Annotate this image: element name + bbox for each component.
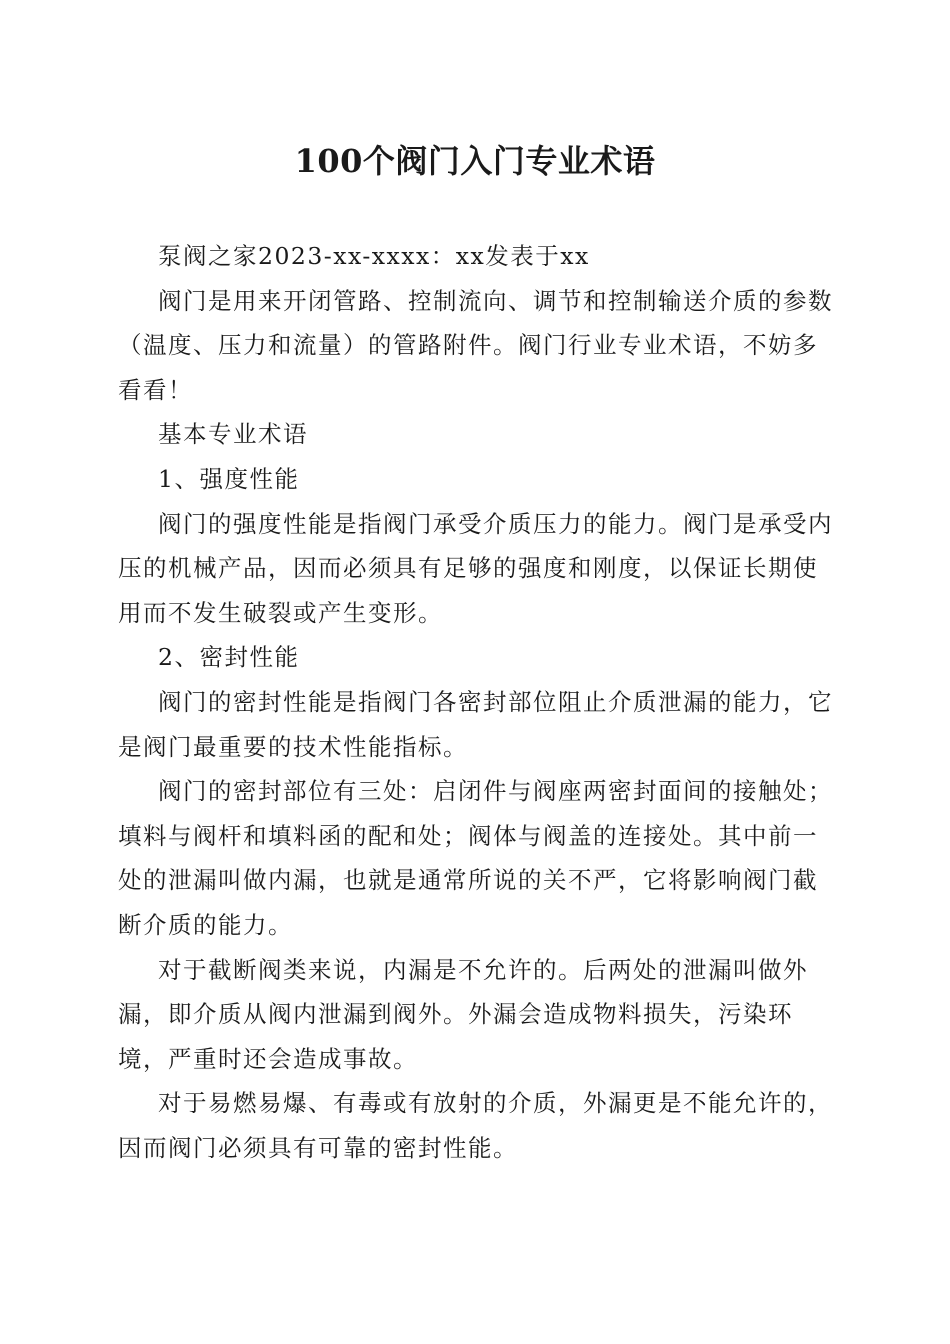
intro-paragraph: 阀门是用来开闭管路、控制流向、调节和控制输送介质的参数（温度、压力和流量）的管路附件。阀门行业专业术语，不妨多看看！ (118, 286, 833, 404)
body-paragraph: 阀门的密封部位有三处：启闭件与阀座两密封面间的接触处；填料与阀杆和填料函的配和处；阀体与阀盖的连接处。其中前一处的泄漏叫做内漏，也就是通常所说的关不严，它将影响阀门截断介质的能力。 (118, 777, 833, 939)
body-paragraph: 阀门的强度性能是指阀门承受介质压力的能力。阀门是承受内压的机械产品，因而必须具有足够的强度和刚度，以保证长期使用而不发生破裂或产生变形。 (118, 509, 833, 627)
document-title: 100个阀门入门专业术语 (294, 142, 656, 180)
body-paragraph: 对于易燃易爆、有毒或有放射的介质，外漏更是不能允许的，因而阀门必须具有可靠的密封性能。 (118, 1089, 833, 1162)
body-paragraph: 阀门的密封性能是指阀门各密封部位阻止介质泄漏的能力，它是阀门最重要的技术性能指标。 (118, 687, 833, 761)
section-heading: 基本专业术语 (158, 420, 308, 449)
byline-paragraph: 泵阀之家2023-xx-xxxx：xx发表于xx (158, 242, 590, 270)
body-paragraph: 对于截断阀类来说，内漏是不允许的。后两处的泄漏叫做外漏，即介质从阀内泄漏到阀外。外漏会造成物料损失，污染环境，严重时还会造成事故。 (118, 955, 808, 1073)
subsection-heading: 1、强度性能 (158, 464, 300, 493)
document-body (118, 234, 838, 1170)
subsection-heading: 2、密封性能 (158, 643, 300, 672)
